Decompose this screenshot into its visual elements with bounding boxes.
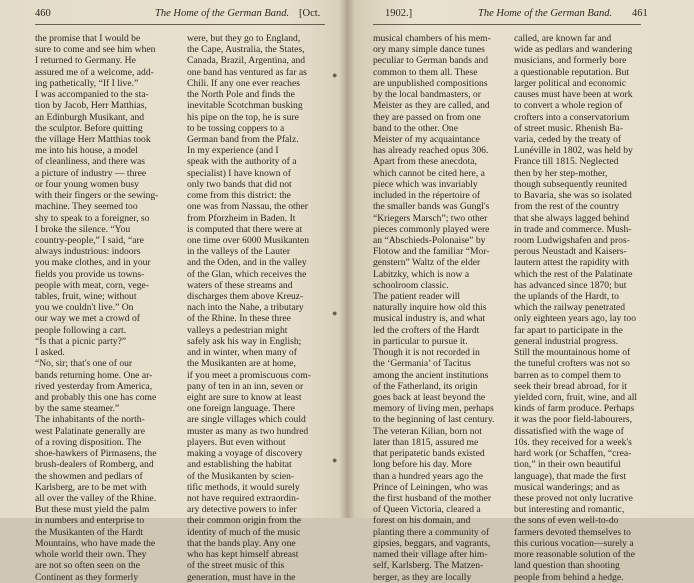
text-line: the uplands of the Hardt, to [514,291,619,303]
text-line: people with meat, corn, vege- [35,279,150,291]
text-line: tables, fruit, wine; without [35,291,137,303]
text-line: our way we met a crowd of [35,313,140,325]
text-line: than a hundred years ago the [373,470,484,482]
text-line: goes back at least beyond the [373,392,486,403]
text-line: Apart from these anecdota, [373,156,477,168]
text-line: musical industry is, and what [373,313,486,325]
text-line: these proved not only lucrative [514,492,633,504]
text-line: lautern attest the rapidity with [514,257,630,269]
text-line: among the ancient institutions [373,369,489,381]
text-line: identity of much of the music [187,526,301,538]
text-line: country-people,” I said, “are [35,234,144,246]
text-line: causes must have been at work [514,89,633,101]
text-line: of the Musikanten by scien- [187,470,295,482]
text-line: common to them all. These [373,66,478,78]
text-line: the ‘Germania’ of Tacitus [373,358,471,370]
text-line: has advanced since 1870; but [514,279,627,291]
text-line: Flotow and the familiar “Mor- [373,246,490,258]
text-line: of the Glan, which receives the [187,268,307,280]
text-line: yielded corn, fruit, wine, and all [514,392,638,403]
text-line: of cleanliness, and there was [35,156,146,168]
text-line: all over the valley of the Rhine. [35,492,157,504]
text-line: hard work (or Schaffen, “crea- [514,448,632,460]
text-line: that the bands play. Any one [187,537,296,549]
text-line: Lunéville in 1802, was held by [514,145,633,157]
text-line: specialist) I have known of [187,167,291,179]
text-line: ing pathetically, “If I live.” [35,77,139,89]
text-line: which cannot be cited here, a [373,167,485,179]
text-line: naturally inquire how old this [373,302,487,314]
right-page-column-1 [373,33,508,583]
text-line: assured me of a welcome, add- [35,66,154,78]
text-line: then by her step-mother, [514,167,608,179]
text-line: the Cape, Australia, the States, [187,44,305,56]
text-line: inevitable Scotchman busking [187,100,303,112]
text-line: band to the other. One [373,122,458,134]
text-line: genstern” Waltz of the elder [373,257,481,269]
text-line: called, are known far and [514,33,612,44]
text-line: is computed that there were at [187,223,303,235]
text-line: by the local bandmasters, or [373,89,481,101]
text-line: come from this district: the [187,190,291,202]
text-line: room Ludwigshafen and pros- [514,234,630,246]
text-line: Still the mountainous home of [514,347,631,359]
text-line: only two bands that did not [187,178,292,190]
text-line: seek their bread abroad, for it [514,380,627,392]
text-line: and in winter, when many of [187,347,297,359]
text-line: and probably this one has come [35,392,157,403]
text-line: of the Fatherland, its origin [373,380,478,392]
text-line: long before his day. More [373,459,472,471]
text-line: Though it is not recorded in [373,347,480,359]
text-line: the Musikanten of the Hardt [35,526,144,538]
text-line: of the street music of this [187,560,285,572]
text-line: berger, as they are locally [373,571,472,583]
running-title: The Home of the German Band. [155,8,290,19]
text-line: The inhabitants of the north- [35,414,145,426]
text-line: were, but they go to England, [187,33,301,44]
text-line: far apart to participate in the [514,324,623,336]
text-line: by the same steamer.” [35,403,120,415]
text-line: more reasonable solution of the [514,549,635,561]
text-line: to convert a whole region of [514,100,623,112]
text-line: discharges them above Kreuz- [187,291,304,303]
issue-date: [Oct. [299,8,321,19]
text-line: which the railway penetrated [514,302,626,314]
text-line: Labitzky, which is now a [373,268,470,280]
text-line: bands returning home. One ar- [35,369,153,381]
text-line: The patient reader will [373,291,461,303]
text-line: the showmen and pedlars of [35,470,143,482]
text-line: musicians, and formerly bore [514,55,627,67]
text-line: varia, ceded by the treaty of [514,133,622,145]
text-line: the North Pole and finds the [187,89,295,101]
book-gutter [339,0,355,518]
text-line: the village Herr Matthias took [35,133,151,145]
text-line: France till 1815. Neglected [514,156,619,168]
text-line: the Musikanten are at home, [187,358,296,370]
text-line: their common origin from the [187,515,302,527]
text-line: west Palatinate generally are [35,425,146,437]
text-line: Meister as they are called, and [373,100,490,112]
text-line: always industrious: indoors [35,246,141,258]
left-page-column-1 [35,33,178,583]
text-line: in numbers and enterprise to [35,515,145,527]
text-line: valleys a pedestrian might [187,324,288,336]
binding-thread-icon: ● [332,70,338,80]
text-line: 10s. they received for a week's [514,436,632,448]
text-line: it was the poor field-labourers, [514,414,633,426]
text-line: or four young women busy [35,178,139,190]
text-line: Mountains, who have made the [35,537,156,549]
text-line: rived yesterday from America, [35,380,153,392]
text-line: gipsies, beggars, and vagrants, [373,537,491,549]
text-line: muster as many as two hundred [187,425,309,437]
text-line: are unpublished compositions [373,77,488,89]
text-line: that peripatetic bands existed [373,448,485,460]
text-line: eight are sure to know at least [187,392,302,403]
text-line: who has kept himself abreast [187,549,299,561]
text-line: “Is that a picnic party?” [35,335,127,347]
text-line: but interesting and romantic, [514,504,625,516]
text-line: self, Karlsberg. The Matzen- [373,560,484,572]
text-line: pieces commonly played were [373,223,490,235]
text-line: nach into the Nahe, a tributary [187,302,304,314]
text-line: of Queen Victoria, cleared a [373,504,481,516]
text-line: to the beginning of last century. [373,414,495,426]
text-line: I asked. [35,347,65,359]
text-line: “No, sir; that's one of our [35,358,133,370]
text-line: the sons of even well-to-do [514,515,619,527]
text-line: the tuneful crofters was not so [514,358,630,370]
text-line: musical wanderings; and as [514,481,620,493]
text-line: tion by Jacob, Herr Matthias, [35,100,147,112]
header-rule [373,24,641,25]
text-line: Karlsberg, are to be met with [35,481,147,493]
text-line: me into his house, a model [35,145,138,157]
text-line: I was accompanied to the sta- [35,89,149,101]
text-line: kinds of farm produce. Perhaps [514,403,635,415]
text-line: pany of ten in an inn, seven or [187,380,304,392]
text-line: though subsequently reunited [514,178,627,190]
text-line: Continent as they formerly [35,571,139,583]
text-line: barren as to compel them to [514,369,621,381]
text-line: Prince of Leiningen, who was [373,481,488,493]
text-line: tion,” in their own beautiful [514,459,621,471]
text-line: machine. They seemed too [35,201,138,213]
text-line: perous Neustadt and Kaisers- [514,246,627,258]
text-line: if you meet a promiscuous com- [187,369,311,381]
text-line: safely ask his way in English; [187,335,302,347]
text-line: tific methods, it would surely [187,481,300,493]
text-line: an “Abschieds-Polonaise” by [373,234,486,246]
text-line: German band from the Pfalz. [187,133,299,145]
text-line: people following a cart. [35,324,127,336]
text-line: planting there a community of [373,526,490,538]
text-line: an Edinburgh Musikant, and [35,111,145,123]
text-line: one was from Nassau, the other [187,201,308,213]
right-page [347,0,694,583]
text-line: fields you provide us towns- [35,268,145,280]
text-line: only eighteen years ago, lay too [514,313,637,325]
text-line: wide as pedlars and wandering [514,44,633,56]
text-line: later than 1815, assured me [373,436,479,448]
text-line: The veteran Kilian, born not [373,425,482,437]
text-line: one band has ventured as far as [187,66,307,78]
text-line: to be tossing coppers to a [187,122,285,134]
text-line: shoe-hawkers of Pirmasens, the [35,448,157,460]
text-line: a questionable reputation. But [514,66,630,78]
text-line: the promise that I would be [35,33,141,44]
text-line: of a roving disposition. The [35,436,142,448]
text-line: general industrial progress. [514,335,619,347]
text-line: forest on his domain, and [373,515,471,527]
text-line: But these must yield the palm [35,504,150,516]
text-line: the sculptor. Before quitting [35,122,143,134]
text-line: dissatisfied with the wage of [514,425,624,437]
text-line: waters of these streams and [187,279,293,291]
text-line: his pipe on the top, he is sure [187,111,299,123]
text-line: players. But even without [187,436,286,448]
text-line: in trade and commerce. Mush- [514,223,632,235]
header-rule [35,24,325,25]
text-line: and the Oden, and in the valley [187,257,307,269]
text-line: sure to come and see him when [35,44,156,56]
text-line: In my experience (and I [187,145,279,157]
text-line: language), that made the first [514,470,627,482]
page-number: 461 [632,8,648,19]
text-line: schoolroom classic. [373,279,449,291]
text-line: are not so often seen on the [35,560,140,572]
text-line: musical chambers of his mem- [373,33,491,44]
text-line: Canada, Brazil, Argentina, and [187,55,306,67]
page-number: 460 [35,8,51,19]
text-line: peculiar to German bands and [373,55,489,67]
text-line: making a voyage of discovery [187,448,303,460]
text-line: crofters into a conservatorium [514,111,630,123]
text-line: one time over 6000 Musikanten [187,234,310,246]
text-line: brush-dealers of Romberg, and [35,459,154,471]
text-line: this curious vocation—surely a [514,537,634,549]
text-line: that she always lagged behind [514,212,630,224]
running-title: The Home of the German Band. [478,8,613,19]
text-line: I returned to Germany. He [35,55,136,67]
text-line: memory of living men, perhaps [373,403,494,415]
text-line: has already reached opus 306. [373,145,489,157]
text-line: “Kriegers Marsch”; two other [373,212,488,224]
text-line: which the rest of the Palatinate [514,268,633,280]
left-page-column-2 [187,33,330,583]
text-line: from Pforzheim in Baden. It [187,212,296,224]
text-line: I broke the silence. “You [35,223,131,235]
text-line: not have required extraordin- [187,492,300,504]
text-line: whole world their own. They [35,549,147,561]
text-line: are single villages which could [187,414,306,426]
text-line: ary detective powers to infer [187,504,297,516]
text-line: and establishing the habitat [187,459,292,471]
text-line: in particular to pursue it. [373,335,468,347]
text-line: you we couldn't live.” On [35,302,134,314]
text-line: named their village after him- [373,549,488,561]
text-line: of street music. Rhenish Ba- [514,122,623,134]
text-line: one foreign language. There [187,403,295,415]
text-line: the smaller bands was Gungl's [373,201,490,213]
text-line: they are passed on from one [373,111,481,123]
text-line: led the crofters of the Hardt [373,324,480,336]
text-line: from the rest of the country [514,201,620,213]
text-line: you make clothes, and in your [35,257,151,269]
text-line: speak with the authority of a [187,156,297,168]
text-line: Chili. If any one ever reaches [187,77,300,89]
text-line: people from behind a hedge. [514,571,624,583]
text-line: farmers devoted themselves to [514,526,631,538]
text-line: included in the répertoire of [373,190,481,202]
text-line: in the valleys of the Lauter [187,246,291,258]
binding-thread-icon: ● [332,308,338,318]
text-line: a picture of industry — three [35,167,147,179]
right-page-column-2 [514,33,649,583]
text-line: the first husband of the mother [373,492,492,504]
text-line: Meister of my acquaintance [373,133,480,145]
issue-date: 1902.] [385,8,413,19]
binding-thread-icon: ● [332,455,338,465]
text-line: of the Rhine. In these three [187,313,291,325]
text-line: shy to speak to a foreigner, so [35,212,150,224]
text-line: generation, must have in the [187,571,296,583]
text-line: ory many simple dance tunes [373,44,485,56]
text-line: land question than shooting [514,560,620,572]
text-line: with their fingers or the sewing- [35,190,159,202]
text-line: piece which was invariably [373,178,478,190]
text-line: to Bavaria, she was so isolated [514,190,632,202]
text-line: larger political and economic [514,77,626,89]
